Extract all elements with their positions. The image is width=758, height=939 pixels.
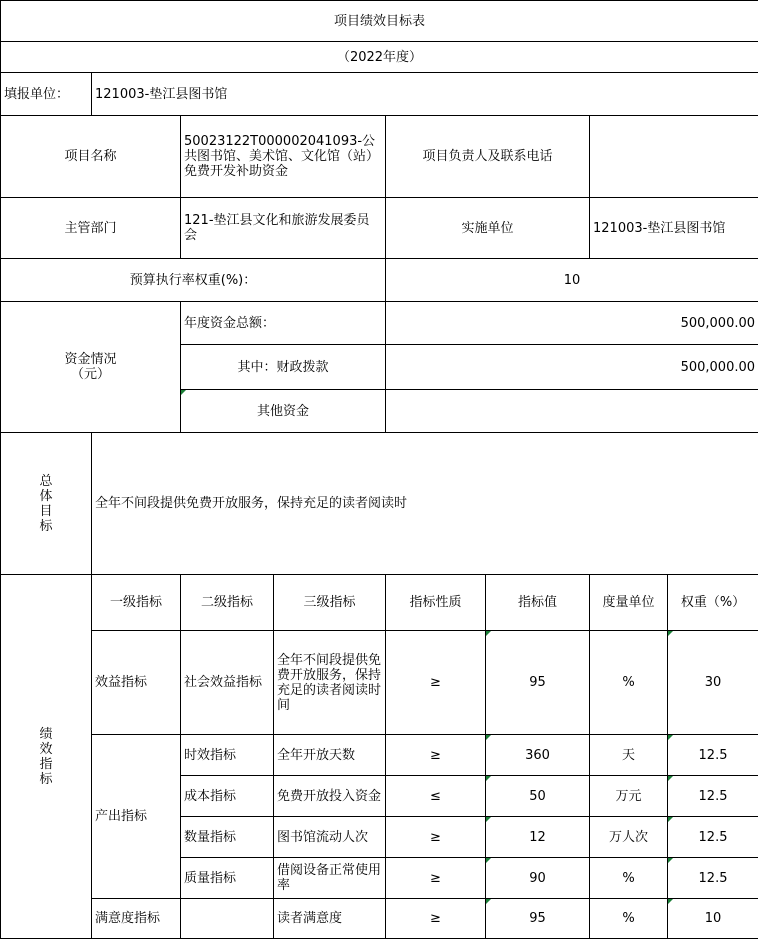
row-level2: 社会效益指标 bbox=[181, 631, 274, 735]
header-level1: 一级指标 bbox=[92, 575, 181, 631]
header-value: 指标值 bbox=[486, 575, 590, 631]
row-unit: 万元 bbox=[590, 776, 668, 817]
table-row bbox=[1, 899, 758, 939]
header-level3: 三级指标 bbox=[274, 575, 386, 631]
row-unit: % bbox=[590, 858, 668, 899]
row-nature: ≥ bbox=[386, 631, 486, 735]
row-nature: ≥ bbox=[386, 735, 486, 776]
filler-value: 121003-垫江县图书馆 bbox=[92, 73, 758, 116]
annual-total-value: 500,000.00 bbox=[386, 302, 758, 345]
header-level2: 二级指标 bbox=[181, 575, 274, 631]
row-value: 12 bbox=[486, 817, 590, 858]
row-value: 360 bbox=[486, 735, 590, 776]
fiscal-label: 其中：财政拨款 bbox=[181, 345, 386, 390]
fiscal-value: 500,000.00 bbox=[386, 345, 758, 390]
project-name-value: 50023122T000002041093-公共图书馆、美术馆、文化馆（站）免费开发补助资金 bbox=[181, 116, 386, 198]
row-unit: % bbox=[590, 899, 668, 939]
perf-char: 指 bbox=[4, 757, 88, 772]
row-level3: 读者满意度 bbox=[274, 899, 386, 939]
row-nature: ≥ bbox=[386, 899, 486, 939]
dept-value: 121-垫江县文化和旅游发展委员会 bbox=[181, 198, 386, 259]
row-weight: 12.5 bbox=[668, 858, 758, 899]
row-level2: 质量指标 bbox=[181, 858, 274, 899]
row-weight: 10 bbox=[668, 899, 758, 939]
row-value: 95 bbox=[486, 899, 590, 939]
row-weight: 12.5 bbox=[668, 817, 758, 858]
sheet-year: （2022年度） bbox=[1, 42, 758, 73]
header-nature: 指标性质 bbox=[386, 575, 486, 631]
goal-char: 总 bbox=[4, 474, 88, 489]
row-level3: 全年不间段提供免费开放服务，保持充足的读者阅读时间 bbox=[274, 631, 386, 735]
row-level2: 数量指标 bbox=[181, 817, 274, 858]
row-unit: 天 bbox=[590, 735, 668, 776]
level1-output: 产出指标 bbox=[92, 735, 181, 899]
table-row bbox=[1, 631, 758, 735]
row-value: 90 bbox=[486, 858, 590, 899]
row-level3: 免费开放投入资金 bbox=[274, 776, 386, 817]
budget-weight-label: 预算执行率权重(%)： bbox=[1, 259, 386, 302]
goal-char: 标 bbox=[4, 519, 88, 534]
contact-value bbox=[590, 116, 758, 198]
impl-label: 实施单位 bbox=[386, 198, 590, 259]
funds-label bbox=[1, 302, 181, 433]
overall-goal-label bbox=[1, 433, 92, 575]
budget-weight-value: 10 bbox=[386, 259, 758, 302]
annual-total-label: 年度资金总额： bbox=[181, 302, 386, 345]
other-funds-label: 其他资金 bbox=[181, 390, 386, 433]
dept-label: 主管部门 bbox=[1, 198, 181, 259]
row-value: 95 bbox=[486, 631, 590, 735]
overall-goal-text: 全年不间段提供免费开放服务，保持充足的读者阅读时 bbox=[92, 433, 758, 575]
table-row bbox=[1, 735, 758, 776]
funds-label-line1: 资金情况 bbox=[64, 352, 116, 367]
goal-char: 体 bbox=[4, 489, 88, 504]
row-unit: % bbox=[590, 631, 668, 735]
perf-char: 绩 bbox=[4, 727, 88, 742]
header-weight: 权重（%） bbox=[668, 575, 758, 631]
level1-satisfaction: 满意度指标 bbox=[92, 899, 181, 939]
row-level2: 时效指标 bbox=[181, 735, 274, 776]
row-level3: 全年开放天数 bbox=[274, 735, 386, 776]
row-level3: 图书馆流动人次 bbox=[274, 817, 386, 858]
filler-label: 填报单位： bbox=[1, 73, 92, 116]
header-unit: 度量单位 bbox=[590, 575, 668, 631]
funds-label-line2: （元） bbox=[71, 367, 110, 382]
sheet-title: 项目绩效目标表 bbox=[1, 1, 758, 42]
row-level3: 借阅设备正常使用率 bbox=[274, 858, 386, 899]
row-nature: ≥ bbox=[386, 817, 486, 858]
row-nature: ≤ bbox=[386, 776, 486, 817]
row-nature: ≥ bbox=[386, 858, 486, 899]
row-level2: 成本指标 bbox=[181, 776, 274, 817]
level1-benefit: 效益指标 bbox=[92, 631, 181, 735]
row-level2 bbox=[181, 899, 274, 939]
impl-value: 121003-垫江县图书馆 bbox=[590, 198, 758, 259]
performance-indicator-label bbox=[1, 575, 92, 939]
contact-label: 项目负责人及联系电话 bbox=[386, 116, 590, 198]
row-weight: 30 bbox=[668, 631, 758, 735]
row-weight: 12.5 bbox=[668, 776, 758, 817]
row-unit: 万人次 bbox=[590, 817, 668, 858]
project-name-label: 项目名称 bbox=[1, 116, 181, 198]
perf-char: 效 bbox=[4, 742, 88, 757]
goal-char: 目 bbox=[4, 504, 88, 519]
perf-char: 标 bbox=[4, 772, 88, 787]
row-value: 50 bbox=[486, 776, 590, 817]
other-funds-value bbox=[386, 390, 758, 433]
row-weight: 12.5 bbox=[668, 735, 758, 776]
